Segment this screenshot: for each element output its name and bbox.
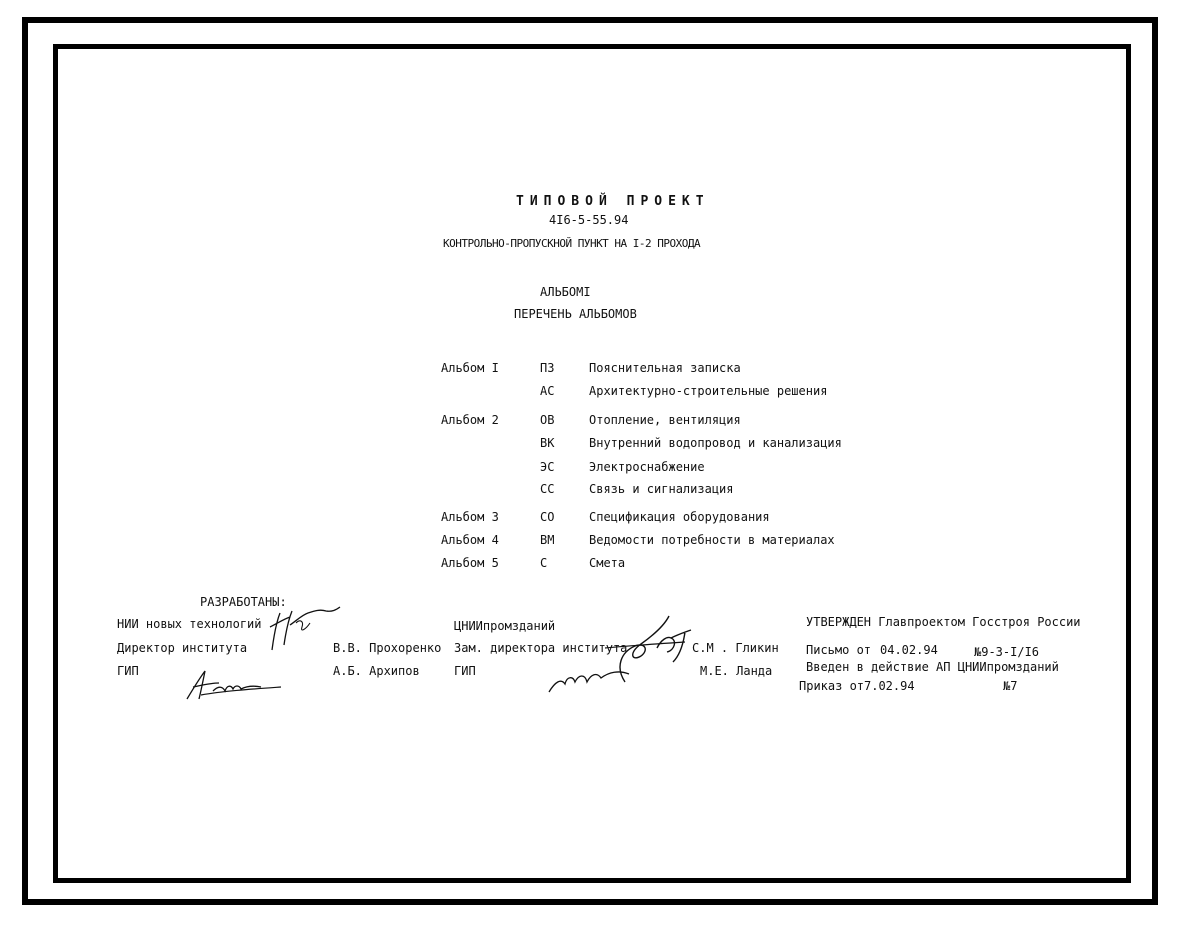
- album-cell: Альбом I: [441, 361, 499, 375]
- code-cell: ОВ: [540, 413, 555, 427]
- name-cell: Ведомости потребности в материалах: [589, 533, 835, 547]
- letter-number: №9-3-I/I6: [974, 645, 1040, 659]
- deputy-label: Зам. директора института: [454, 641, 628, 655]
- document-heading: ТИПОВОЙ ПРОЕКТ: [516, 194, 710, 209]
- director-signature: [262, 605, 342, 655]
- order-label: Приказ от: [799, 679, 865, 693]
- director-name: В.В. Прохоренко: [333, 641, 442, 655]
- gip-label: ГИП: [117, 664, 139, 678]
- enacted-text: Введен в действие АП ЦНИИпромзданий: [806, 660, 1059, 674]
- letter-date: 04.02.94: [880, 643, 938, 657]
- code-cell: ВМ: [540, 533, 555, 547]
- code-cell: СС: [540, 482, 555, 496]
- code-cell: ВК: [540, 436, 555, 450]
- album-cell: Альбом 5: [441, 556, 499, 570]
- album-cell: Альбом 4: [441, 533, 499, 547]
- name-cell: Спецификация оборудования: [589, 510, 770, 524]
- name-cell: Архитектурно-строительные решения: [589, 384, 828, 398]
- name-cell: Связь и сигнализация: [589, 482, 734, 496]
- deputy-signature: [545, 612, 705, 697]
- developers-heading: РАЗРАБОТАНЫ:: [200, 595, 287, 609]
- name-cell: Пояснительная записка: [589, 361, 741, 375]
- order-date: 7.02.94: [864, 679, 915, 693]
- project-code: 4I6-5-55.94: [549, 213, 629, 227]
- code-cell: АС: [540, 384, 555, 398]
- gip2-name: М.Е. Ланда: [700, 664, 773, 678]
- org2-name: ЦНИИпромзданий: [454, 619, 556, 633]
- org1-name: НИИ новых технологий: [117, 617, 262, 631]
- gip2-label: ГИП: [454, 664, 476, 678]
- gip-name: А.Б. Архипов: [333, 664, 420, 678]
- order-number: №7: [1003, 679, 1018, 693]
- code-cell: СО: [540, 510, 555, 524]
- name-cell: Отопление, вентиляция: [589, 413, 741, 427]
- code-cell: ПЗ: [540, 361, 555, 375]
- album-cell: Альбом 2: [441, 413, 499, 427]
- gip-signature: [183, 665, 283, 705]
- name-cell: Электроснабжение: [589, 460, 705, 474]
- director-label: Директор института: [117, 641, 248, 655]
- album-cell: Альбом 3: [441, 510, 499, 524]
- code-cell: ЭС: [540, 460, 555, 474]
- album-word: АЛЬБОМ: [540, 285, 584, 299]
- album-label: [540, 285, 591, 299]
- project-subject: КОНТРОЛЬНО-ПРОПУСКНОЙ ПУНКТ НА I-2 ПРОХОДА: [443, 237, 701, 250]
- letter-label: Письмо от: [806, 643, 872, 657]
- name-cell: Внутренний водопровод и канализация: [589, 436, 842, 450]
- list-title: ПЕРЕЧЕНЬ АЛЬБОМОВ: [514, 307, 637, 321]
- name-cell: Смета: [589, 556, 626, 570]
- approved-text: УТВЕРЖДЕН Главпроектом Госстроя России: [806, 615, 1081, 629]
- code-cell: С: [540, 556, 548, 570]
- deputy-name: С.М . Гликин: [692, 641, 779, 655]
- album-number: I: [583, 285, 591, 299]
